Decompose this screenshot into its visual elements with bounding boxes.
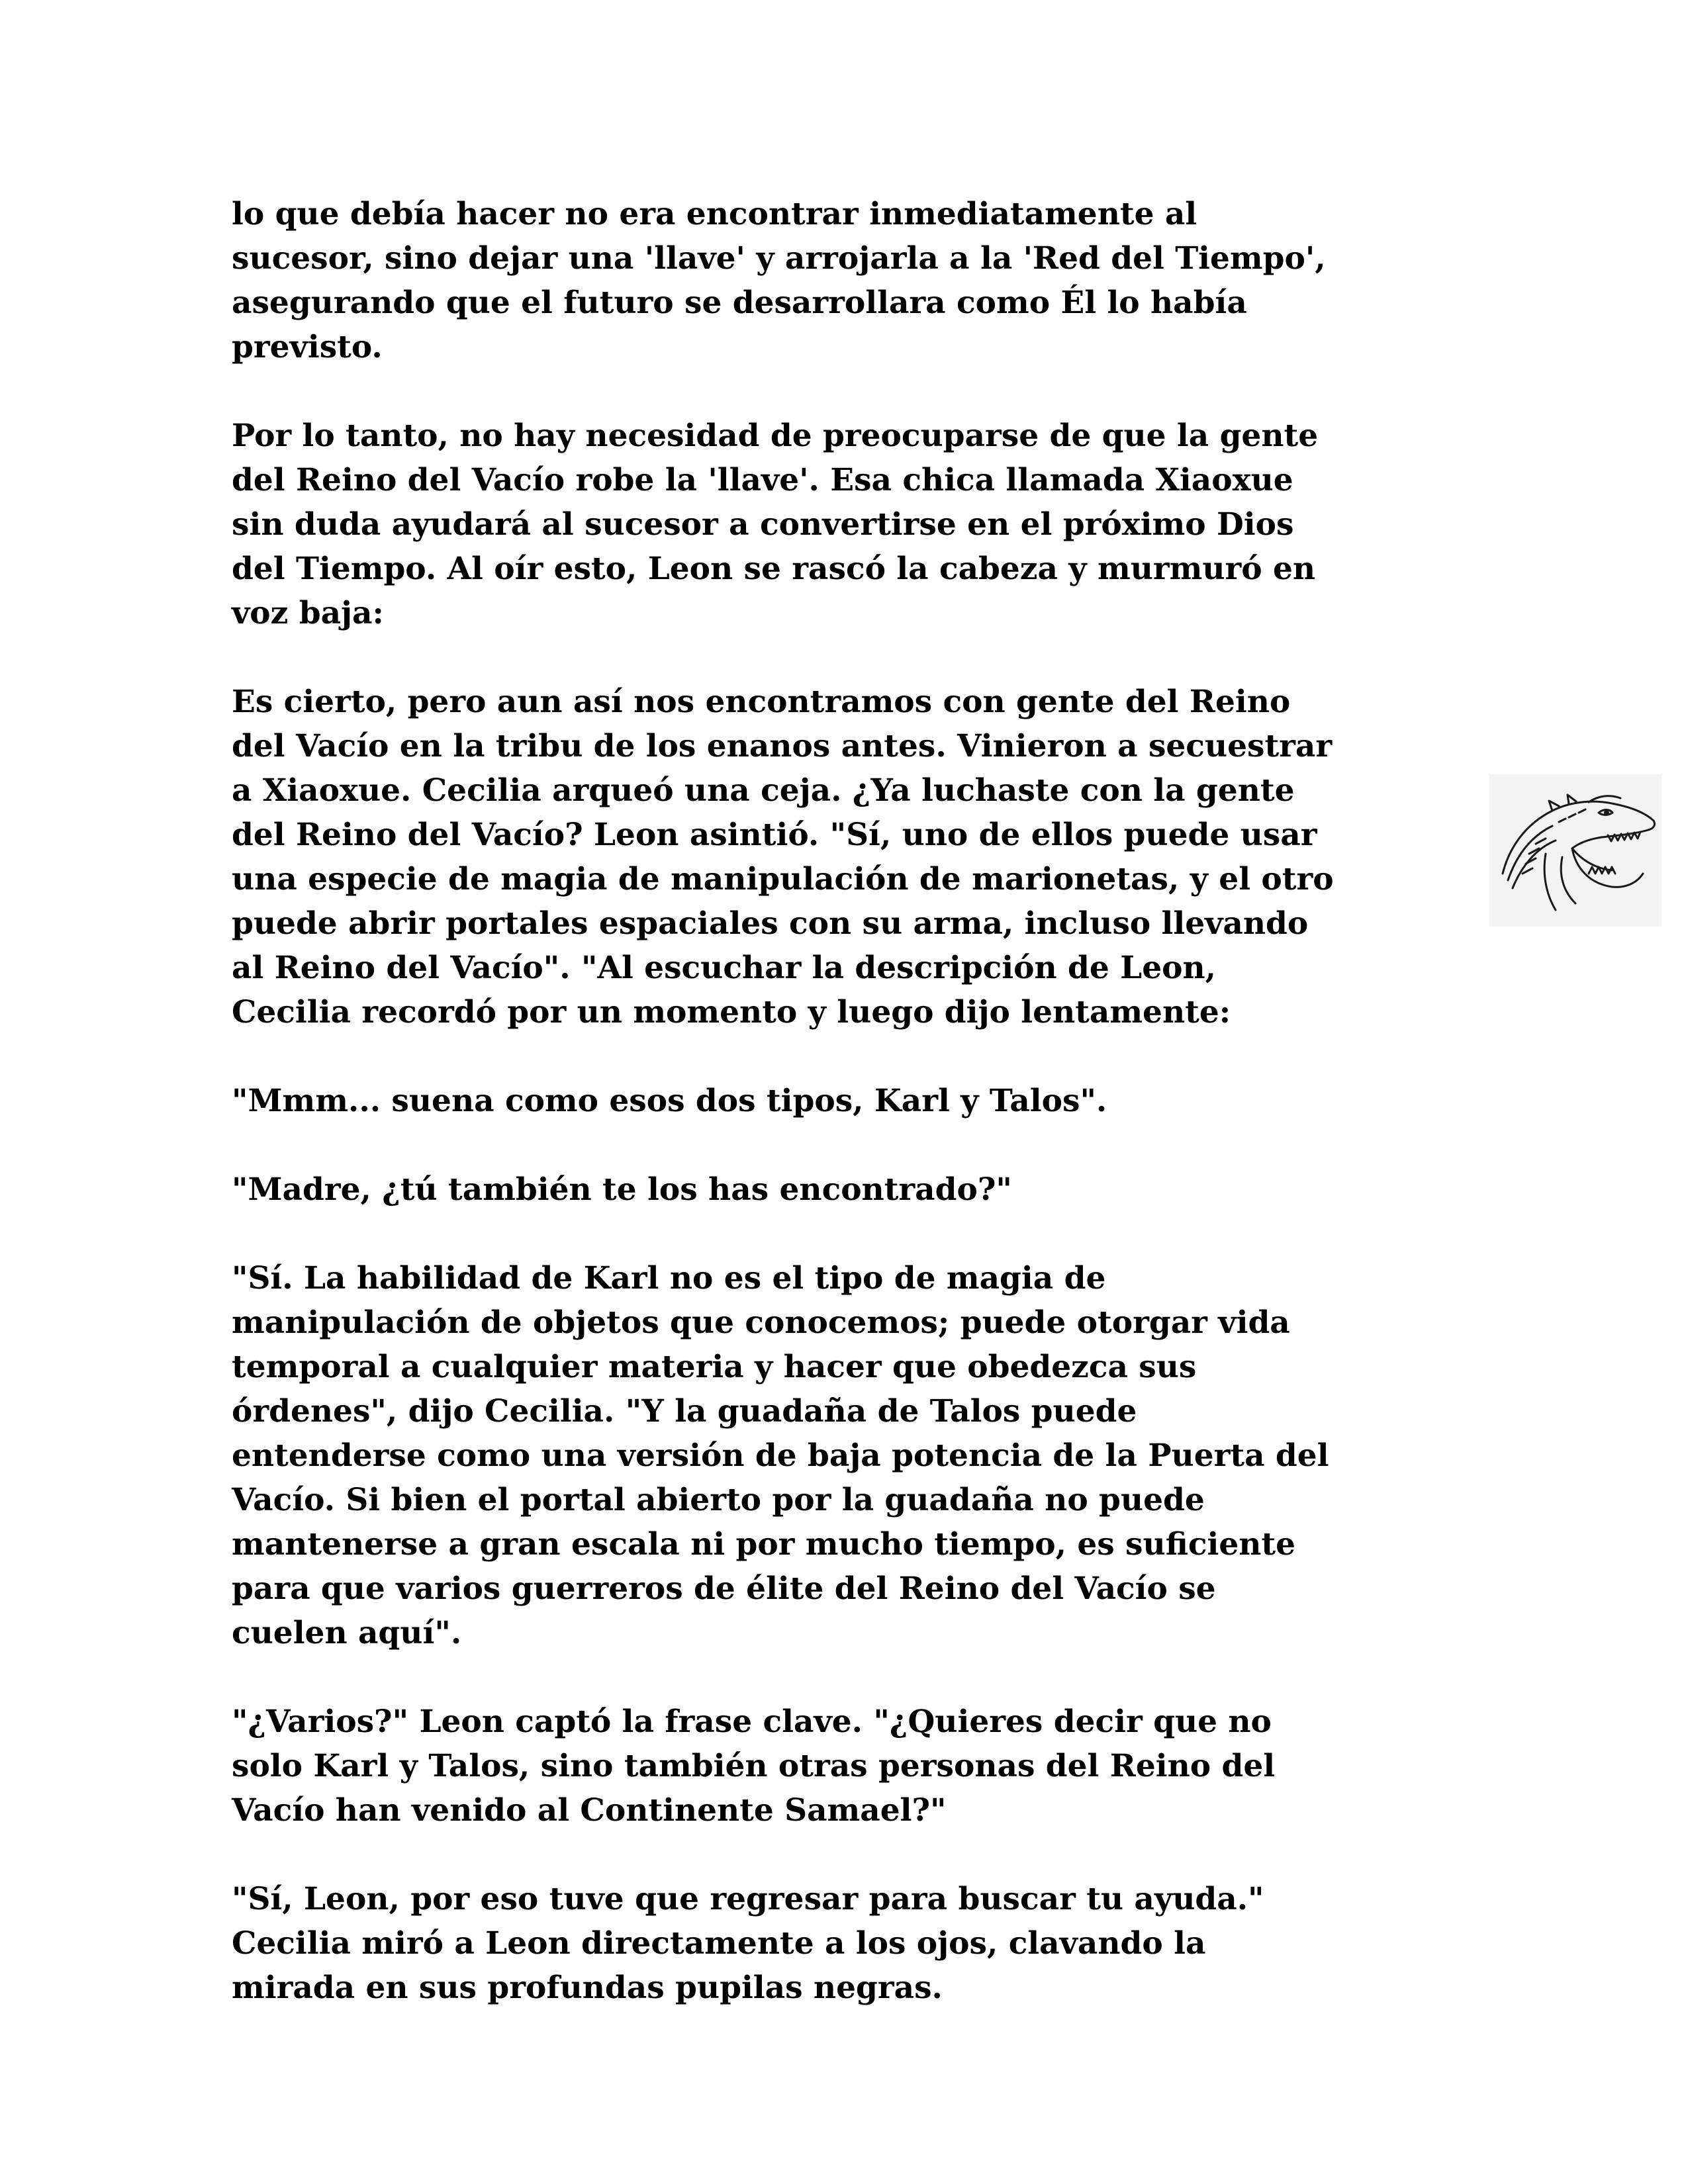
text-line: sin duda ayudará al sucesor a convertirse en el próximo Dios bbox=[232, 506, 1294, 543]
paragraph bbox=[232, 1079, 1476, 1123]
paragraph bbox=[232, 1700, 1476, 1833]
text-line: Vacío. Si bien el portal abierto por la guadaña no puede bbox=[232, 1482, 1205, 1518]
text-line: solo Karl y Talos, sino también otras personas del Reino del bbox=[232, 1748, 1276, 1784]
body-text bbox=[232, 192, 1476, 2054]
text-line: cuelen aquí". bbox=[232, 1615, 462, 1651]
text-line: voz baja: bbox=[232, 595, 384, 631]
text-line: órdenes", dijo Cecilia. "Y la guadaña de Talos puede bbox=[232, 1393, 1137, 1430]
dinosaur-head-sketch-icon bbox=[1489, 774, 1662, 927]
text-line: Cecilia recordó por un momento y luego dijo lentamente: bbox=[232, 994, 1231, 1030]
text-line: lo que debía hacer no era encontrar inmediatamente al bbox=[232, 196, 1197, 232]
paragraph bbox=[232, 1167, 1476, 1212]
paragraph bbox=[232, 414, 1476, 635]
text-line: del Vacío en la tribu de los enanos antes. Vinieron a secuestrar bbox=[232, 728, 1333, 764]
text-line: Vacío han venido al Continente Samael?" bbox=[232, 1792, 947, 1829]
text-line: manipulación de objetos que conocemos; puede otorgar vida bbox=[232, 1304, 1290, 1341]
text-line: al Reino del Vacío". "Al escuchar la descripción de Leon, bbox=[232, 950, 1216, 986]
text-line: "Madre, ¿tú también te los has encontrado?" bbox=[232, 1171, 1012, 1208]
text-line: "Sí. La habilidad de Karl no es el tipo de magia de bbox=[232, 1260, 1106, 1297]
text-line: para que varios guerreros de élite del Reino del Vacío se bbox=[232, 1570, 1216, 1607]
text-line: Cecilia miró a Leon directamente a los ojos, clavando la bbox=[232, 1925, 1206, 1962]
text-line: "Mmm... suena como esos dos tipos, Karl y Talos". bbox=[232, 1083, 1107, 1119]
paragraph bbox=[232, 1877, 1476, 2010]
text-line: Es cierto, pero aun así nos encontramos con gente del Reino bbox=[232, 684, 1291, 720]
paragraph bbox=[232, 1256, 1476, 1655]
text-line: del Reino del Vacío robe la 'llave'. Esa chica llamada Xiaoxue bbox=[232, 462, 1293, 498]
paragraph bbox=[232, 680, 1476, 1034]
text-line: Por lo tanto, no hay necesidad de preocuparse de que la gente bbox=[232, 418, 1319, 454]
paragraph bbox=[232, 192, 1476, 369]
text-line: sucesor, sino dejar una 'llave' y arrojarla a la 'Red del Tiempo', bbox=[232, 240, 1326, 277]
text-line: temporal a cualquier materia y hacer que obedezca sus bbox=[232, 1349, 1197, 1385]
text-line: una especie de magia de manipulación de marionetas, y el otro bbox=[232, 861, 1334, 897]
text-line: "Sí, Leon, por eso tuve que regresar para buscar tu ayuda." bbox=[232, 1881, 1264, 1917]
text-line: del Reino del Vacío? Leon asintió. "Sí, uno de ellos puede usar bbox=[232, 817, 1317, 853]
text-line: a Xiaoxue. Cecilia arqueó una ceja. ¿Ya luchaste con la gente bbox=[232, 772, 1295, 809]
text-line: mantenerse a gran escala ni por mucho tiempo, es suficiente bbox=[232, 1526, 1296, 1563]
text-line: mirada en sus profundas pupilas negras. bbox=[232, 1970, 943, 2006]
text-line: previsto. bbox=[232, 329, 383, 365]
text-line: del Tiempo. Al oír esto, Leon se rascó la cabeza y murmuró en bbox=[232, 551, 1316, 587]
text-line: "¿Varios?" Leon captó la frase clave. "¿Quieres decir que no bbox=[232, 1704, 1272, 1740]
text-line: puede abrir portales espaciales con su arma, incluso llevando bbox=[232, 905, 1309, 942]
text-line: entenderse como una versión de baja potencia de la Puerta del bbox=[232, 1437, 1329, 1474]
text-line: asegurando que el futuro se desarrollara como Él lo había bbox=[232, 285, 1247, 321]
